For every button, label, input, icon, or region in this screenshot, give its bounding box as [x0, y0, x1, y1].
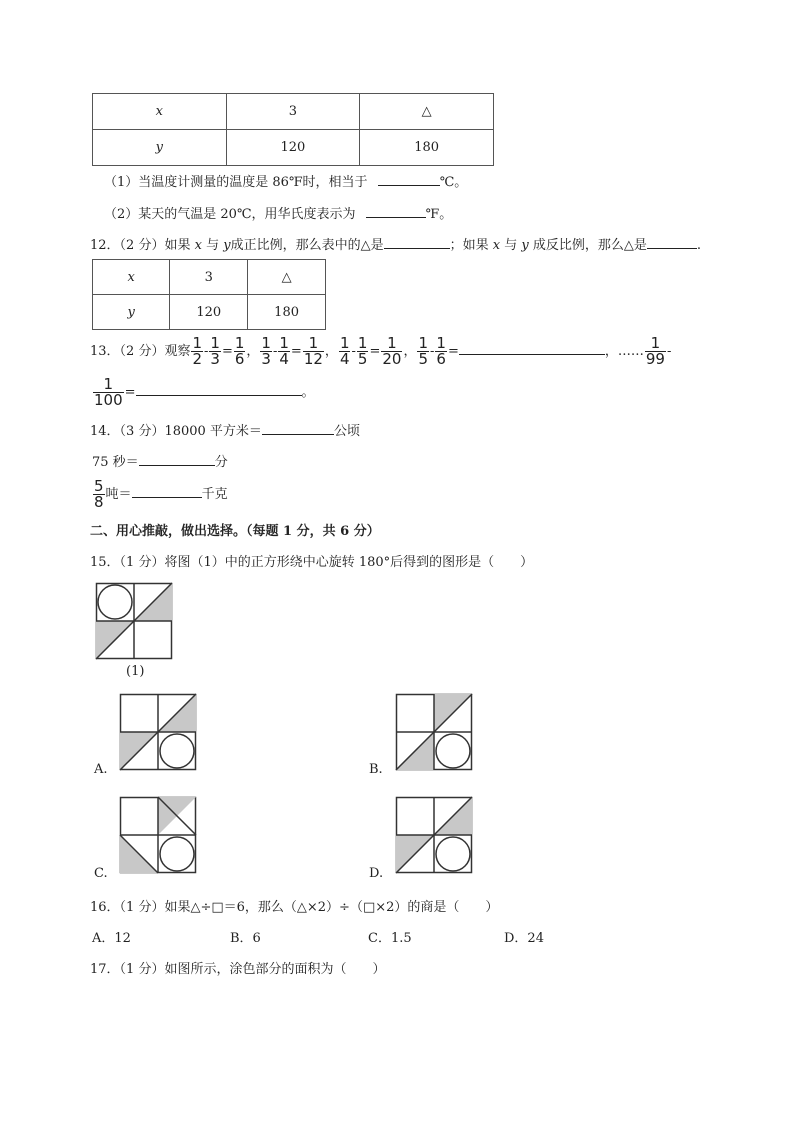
option-d-label[interactable]: D.	[369, 866, 384, 881]
q11-part2	[104, 203, 452, 224]
table-cell: 180	[360, 130, 494, 166]
var-x: x	[492, 238, 501, 253]
q13-question: 13．（2 分）观察 $\frac{1}{2}$ - $\frac{1}{3}$ = $\frac{1}{6}$ ， $\frac{1}{3}$ - $\frac{1}{4}$ = $\frac{1}{12}$ ， $\frac{1}{4}$ - $\frac{1}{5}$ = $\frac{1}{20}$ ， $\frac{1}{5}$ - $\frac{1}{6}$ = ，…… $\frac{1}{99}$ -	[90, 334, 672, 368]
q14-line1	[90, 420, 360, 441]
fraction: $\frac{1}{3}$	[210, 334, 220, 368]
q12-text: 12．（2 分）如果	[90, 238, 191, 253]
q11-part2-text: （2）某天的气温是 20℃，用华氏度表示为	[104, 207, 356, 222]
table-cell-y-label: y	[93, 130, 227, 166]
table-cell: 3	[170, 260, 248, 295]
q16-option-c[interactable]: C．1.5	[368, 931, 412, 946]
q17-question: 17．（1 分）如图所示，涂色部分的面积为（ ）	[90, 962, 386, 977]
option-c-label[interactable]: C.	[94, 866, 108, 881]
top-table	[92, 93, 494, 166]
q14-text: 75 秒＝	[92, 455, 139, 470]
table-cell: 120	[226, 130, 360, 166]
fraction: $\frac{1}{6}$	[436, 334, 446, 368]
option-c-figure[interactable]	[120, 797, 196, 873]
fraction: $\frac{1}{4}$	[339, 334, 350, 368]
q11-part1-unit: ℃。	[439, 175, 468, 190]
q14-line3	[92, 478, 228, 512]
var-y: y	[223, 238, 231, 253]
fraction: $\frac{1}{5}$	[418, 334, 428, 368]
table-cell: 180	[248, 295, 326, 330]
q12-question	[90, 234, 701, 255]
var-x: x	[194, 238, 202, 253]
figure-1	[96, 583, 172, 659]
q13-continuation: $\frac{1}{100}$ = 。	[94, 375, 315, 409]
answer-blank[interactable]	[647, 234, 697, 249]
option-a-figure[interactable]	[120, 694, 196, 770]
q14-unit: 分	[214, 455, 228, 470]
q12-text: .	[696, 238, 702, 253]
q11-part1	[104, 171, 467, 192]
fraction: $\frac{1}{20}$	[382, 334, 402, 368]
table-cell-y-label: y	[93, 295, 170, 330]
q11-part1-text: （1）当温度计测量的温度是 86℉时，相当于	[104, 175, 368, 190]
answer-blank[interactable]	[262, 420, 334, 435]
answer-blank[interactable]	[132, 483, 202, 498]
option-d-figure[interactable]	[396, 797, 472, 873]
answer-blank[interactable]	[136, 381, 302, 396]
fraction: $\frac{1}{4}$	[279, 334, 289, 368]
table-cell-x-label: x	[93, 94, 227, 130]
fraction: $\frac{1}{6}$	[234, 334, 245, 368]
table-cell: △	[360, 94, 494, 130]
option-a-label[interactable]: A.	[94, 762, 108, 777]
answer-blank[interactable]	[384, 234, 450, 249]
q16-option-b[interactable]: B．6	[230, 931, 261, 946]
q12-table	[92, 259, 326, 330]
q14-line2	[92, 451, 228, 472]
q12-text: 与	[504, 238, 518, 253]
q14-unit: 公顷	[333, 424, 360, 439]
fraction: $\frac{1}{5}$	[357, 334, 368, 368]
q12-text: 成反比例，那么△是	[532, 238, 647, 253]
answer-blank[interactable]	[366, 203, 426, 218]
q12-text: 与	[206, 238, 220, 253]
table-cell: △	[248, 260, 326, 295]
fraction: $\frac{1}{100}$	[94, 375, 123, 409]
section-title: 二、用心推敲，做出选择。（每题 1 分，共 6 分）	[90, 524, 380, 539]
q14-unit: 千克	[201, 487, 228, 502]
q16-question: 16．（1 分）如果△÷□＝6，那么（△×2）÷（□×2）的商是（ ）	[90, 900, 499, 915]
fraction: $\frac{1}{3}$	[261, 334, 271, 368]
answer-blank[interactable]	[459, 340, 605, 355]
var-y: y	[521, 238, 529, 253]
table-cell: 120	[170, 295, 248, 330]
q12-text: 成正比例，那么表中的△是	[230, 238, 384, 253]
option-b-figure[interactable]	[396, 694, 472, 770]
q14-text: 14．（3 分）18000 平方米＝	[90, 424, 262, 439]
q14-text: 吨＝	[105, 487, 132, 502]
fraction: $\frac{1}{99}$	[645, 334, 665, 368]
table-cell-x-label: x	[93, 260, 170, 295]
fraction: $\frac{1}{2}$	[192, 334, 202, 368]
q12-text: ；如果	[449, 238, 489, 253]
answer-blank[interactable]	[139, 451, 215, 466]
option-b-label[interactable]: B.	[369, 762, 383, 777]
table-cell: 3	[226, 94, 360, 130]
q16-option-d[interactable]: D．24	[504, 931, 544, 946]
fraction: $\frac{5}{8}$	[94, 477, 104, 511]
q13-text: 13．（2 分）观察	[90, 344, 191, 359]
q16-option-a[interactable]: A．12	[92, 931, 131, 946]
figure-1-label: (1)	[126, 664, 145, 679]
fraction: $\frac{1}{12}$	[303, 334, 323, 368]
q15-question: 15．（1 分）将图（1）中的正方形绕中心旋转 180°后得到的图形是（ ）	[90, 555, 534, 570]
q11-part2-unit: ℉。	[425, 207, 453, 222]
answer-blank[interactable]	[378, 171, 440, 186]
